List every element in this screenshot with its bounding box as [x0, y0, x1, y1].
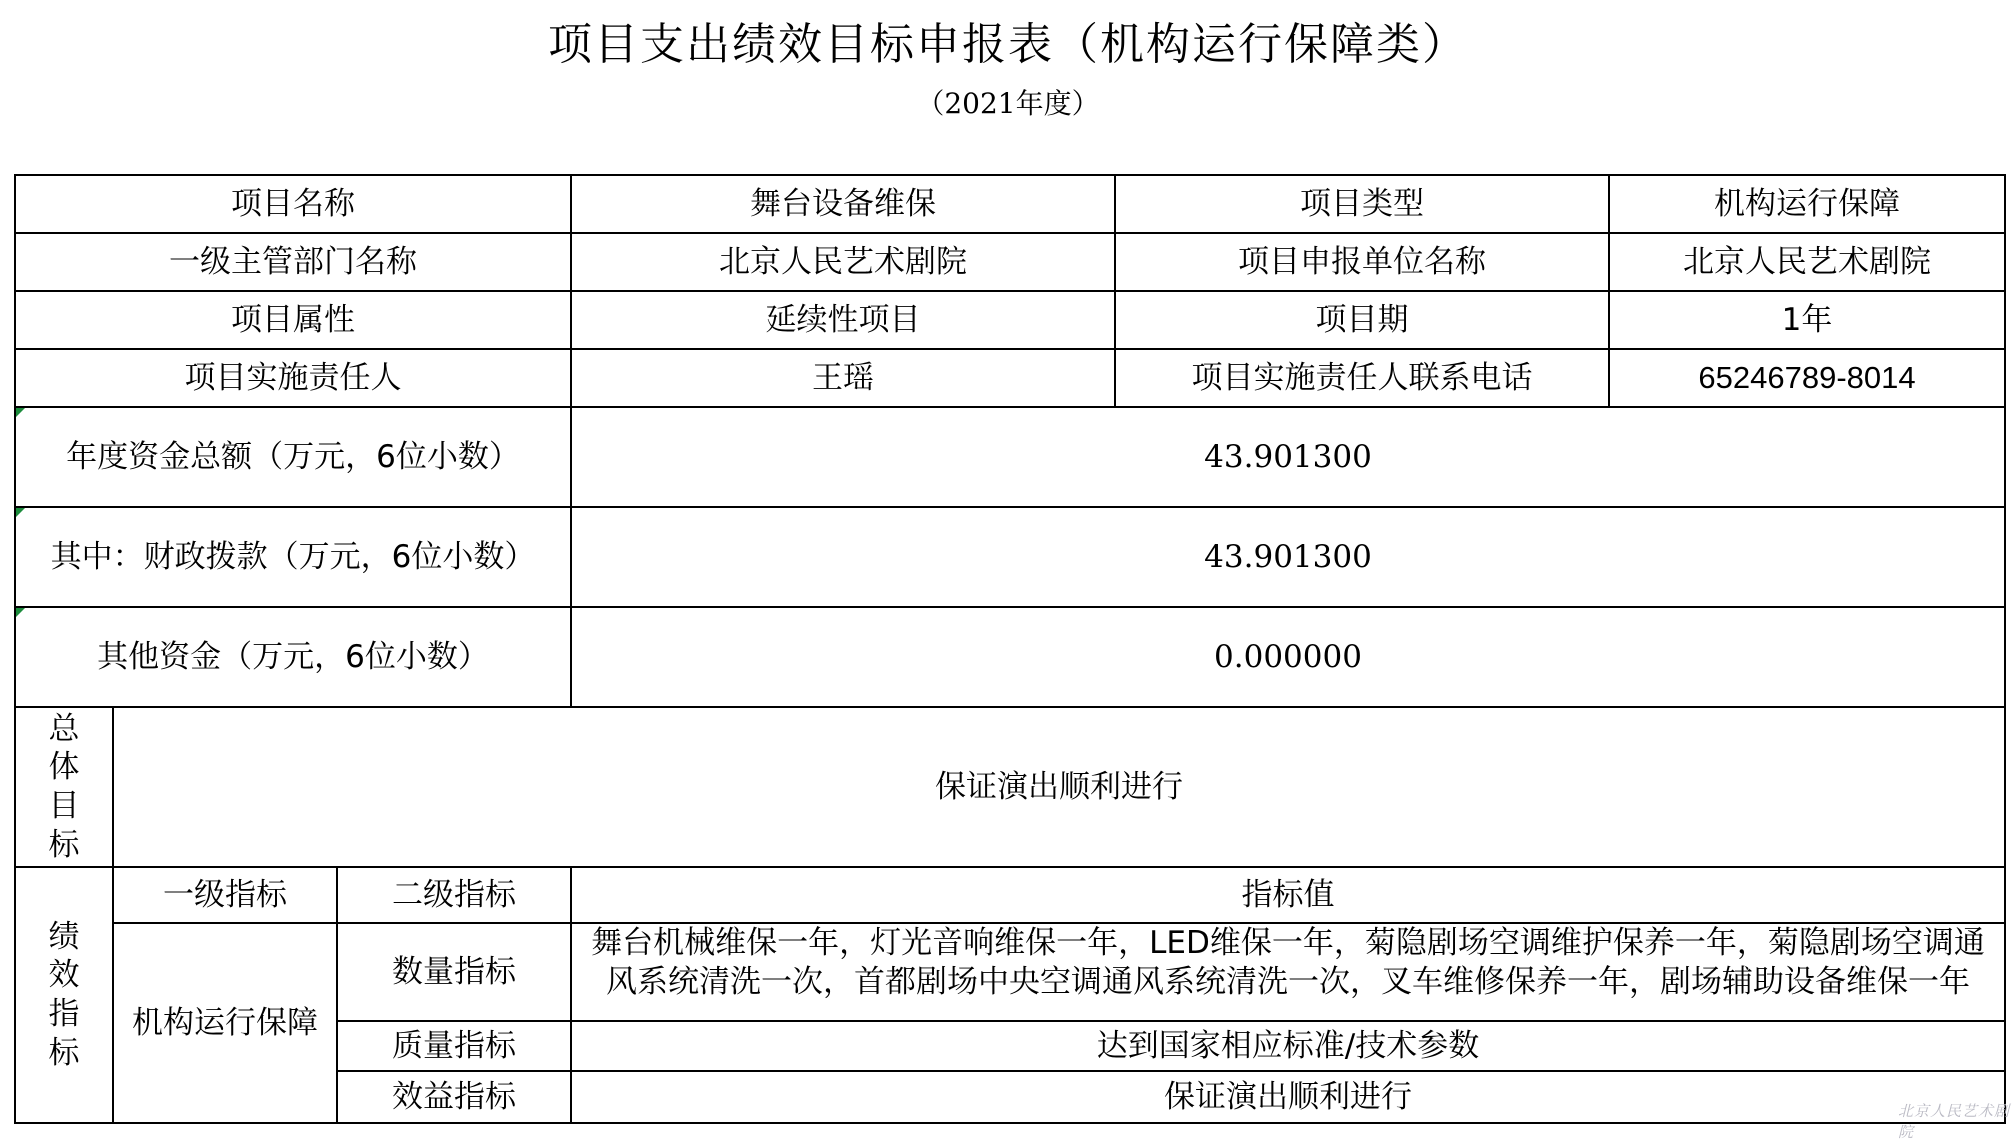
row-other-funds [15, 607, 2005, 707]
phone-value: 65246789-8014 [1609, 349, 2005, 407]
comment-flag-icon [16, 508, 25, 517]
overall-goal-label: 总体目标 [15, 707, 113, 867]
col-value-header: 指标值 [571, 867, 2005, 923]
overall-goal-text: 保证演出顺利进行 [113, 707, 2005, 867]
fiscal-funds-label: 其中：财政拨款（万元，6位小数） [50, 538, 536, 575]
other-funds-cell [15, 607, 571, 707]
quantity-indicator-label: 数量指标 [337, 923, 571, 1021]
col-level2-header: 二级指标 [337, 867, 571, 923]
row-quantity-indicator [15, 923, 2005, 1021]
comment-flag-icon [16, 608, 25, 617]
comment-flag-icon [16, 408, 25, 417]
fiscal-funds-value: 43.901300 [571, 507, 2005, 607]
person-value: 王瑶 [571, 349, 1115, 407]
project-type-value: 机构运行保障 [1609, 175, 2005, 233]
unit-value: 北京人民艺术剧院 [1609, 233, 2005, 291]
watermark-stamp: 北京人民艺术剧院 [1898, 1102, 2011, 1141]
row-department [15, 233, 2005, 291]
indicators-label: 绩效指标 [15, 867, 113, 1123]
quality-indicator-label: 质量指标 [337, 1021, 571, 1071]
attr-label: 项目属性 [15, 291, 571, 349]
total-funds-cell [15, 407, 571, 507]
period-label: 项目期 [1115, 291, 1609, 349]
other-funds-value: 0.000000 [571, 607, 2005, 707]
quality-indicator-value: 达到国家相应标准/技术参数 [571, 1021, 2005, 1071]
period-value: 1年 [1609, 291, 2005, 349]
benefit-indicator-label: 效益指标 [337, 1071, 571, 1123]
performance-table [14, 174, 2006, 1124]
project-name-value: 舞台设备维保 [571, 175, 1115, 233]
dept-value: 北京人民艺术剧院 [571, 233, 1115, 291]
other-funds-label: 其他资金（万元，6位小数） [97, 638, 489, 675]
phone-label: 项目实施责任人联系电话 [1115, 349, 1609, 407]
row-indicator-header [15, 867, 2005, 923]
col-level1-header: 一级指标 [113, 867, 337, 923]
unit-label: 项目申报单位名称 [1115, 233, 1609, 291]
project-name-label: 项目名称 [15, 175, 571, 233]
level1-indicator: 机构运行保障 [113, 923, 337, 1123]
attr-value: 延续性项目 [571, 291, 1115, 349]
row-person [15, 349, 2005, 407]
benefit-indicator-value: 保证演出顺利进行 [571, 1071, 2005, 1123]
person-label: 项目实施责任人 [15, 349, 571, 407]
page-title: 项目支出绩效目标申报表（机构运行保障类） [548, 19, 1468, 70]
dept-label: 一级主管部门名称 [15, 233, 571, 291]
page-subtitle-year: （2021年度） [916, 87, 1100, 120]
total-funds-value: 43.901300 [571, 407, 2005, 507]
row-project-name [15, 175, 2005, 233]
quantity-indicator-value: 舞台机械维保一年，灯光音响维保一年，LED维保一年，菊隐剧场空调维护保养一年，菊隐剧场空调通风系统清洗一次，首都剧场中央空调通风系统清洗一次，叉车维修保养一年，剧场辅助设备维保一年 [571, 923, 2005, 1021]
row-overall-goal [15, 707, 2005, 867]
fiscal-funds-cell [15, 507, 571, 607]
row-total-funds [15, 407, 2005, 507]
row-attribute [15, 291, 2005, 349]
total-funds-label: 年度资金总额（万元，6位小数） [66, 438, 520, 475]
project-type-label: 项目类型 [1115, 175, 1609, 233]
row-fiscal-funds [15, 507, 2005, 607]
